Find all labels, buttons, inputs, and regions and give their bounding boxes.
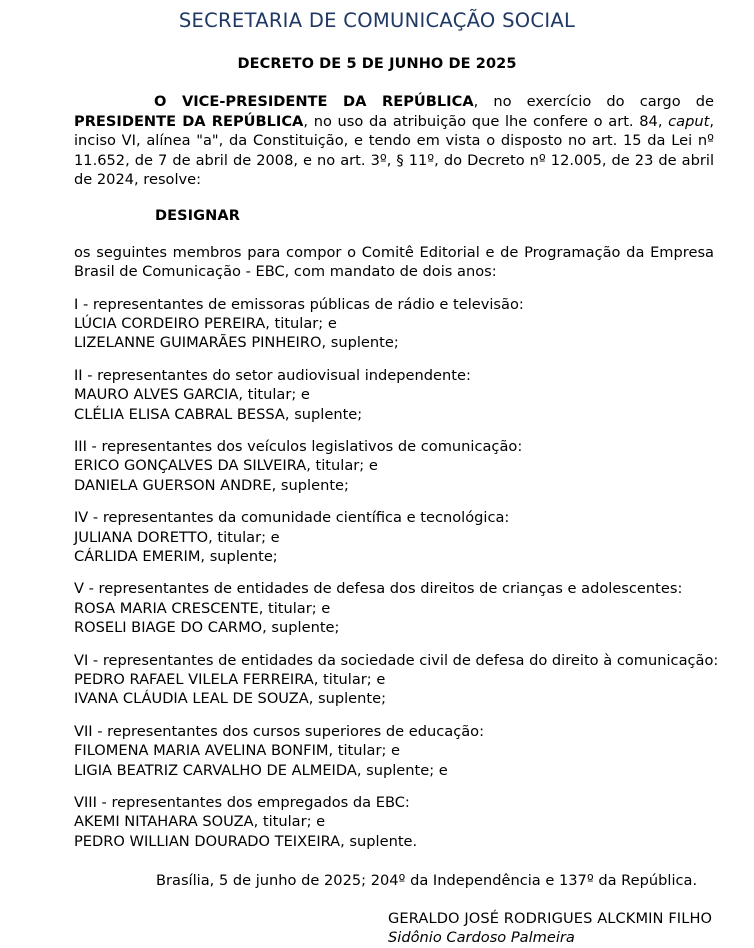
preamble-latin-term: caput: [668, 112, 710, 130]
member-line: ERICO GONÇALVES DA SILVEIRA, titular; e: [74, 457, 378, 475]
group-heading: V - representantes de entidades de defesa dos direitos de crianças e adolescentes:: [74, 580, 683, 598]
signatory-name-secondary: Sidônio Cardoso Palmeira: [388, 929, 575, 947]
preamble-text-3: , inciso VI, alínea "a", da Constituição, e tendo em vista o disposto no art. 15 da Lei nº 11.652, de 7 de abril de 2008, e no art. 3º, § 11º, do Decreto nº 12.005, de 23 de abril de 2024, resolve:: [74, 112, 714, 188]
group-heading: II - representantes do setor audiovisual independente:: [74, 366, 471, 384]
signatory-name: GERALDO JOSÉ RODRIGUES ALCKMIN FILHO: [388, 909, 713, 927]
intro-paragraph: os seguintes membros para compor o Comitê Editorial e de Programação da Empresa Brasil de Comunicação - EBC, com mandato de dois anos:: [74, 243, 714, 280]
member-line: CLÉLIA ELISA CABRAL BESSA, suplente;: [74, 405, 363, 423]
member-line: ROSELI BIAGE DO CARMO, suplente;: [74, 619, 340, 637]
group-heading: I - representantes de emissoras públicas de rádio e televisão:: [74, 295, 524, 313]
member-line: ROSA MARIA CRESCENTE, titular; e: [74, 599, 331, 617]
member-line: DANIELA GUERSON ANDRE, suplente;: [74, 476, 349, 494]
signature-block: [74, 891, 734, 948]
member-line: LIZELANNE GUIMARÃES PINHEIRO, suplente;: [74, 334, 399, 352]
preamble-authority-secondary: PRESIDENTE DA REPÚBLICA: [74, 112, 304, 130]
group-block: [74, 638, 734, 709]
member-line: MAURO ALVES GARCIA, titular; e: [74, 386, 310, 404]
group-heading: III - representantes dos veículos legislativos de comunicação:: [74, 437, 523, 455]
member-line: PEDRO WILLIAN DOURADO TEIXEIRA, suplente.: [74, 832, 418, 850]
member-line: IVANA CLÁUDIA LEAL DE SOUZA, suplente;: [74, 690, 387, 708]
member-line: CÁRLIDA EMERIM, suplente;: [74, 547, 278, 565]
preamble-text-2: , no uso da atribuição que lhe confere o art. 84,: [303, 112, 669, 130]
preamble-text-1: , no exercício do cargo de: [473, 93, 714, 110]
closing-line: Brasília, 5 de junho de 2025; 204º da Independência e 137º da República.: [156, 872, 698, 890]
group-block: [74, 780, 734, 851]
group-block: [74, 282, 734, 353]
group-heading: IV - representantes da comunidade científica e tecnológica:: [74, 509, 510, 527]
group-block: [74, 353, 734, 424]
preamble-paragraph: [74, 72, 734, 190]
organ-title: SECRETARIA DE COMUNICAÇÃO SOCIAL: [178, 9, 576, 32]
member-line: AKEMI NITAHARA SOUZA, titular; e: [74, 813, 326, 831]
decree-heading: DECRETO DE 5 DE JUNHO DE 2025: [237, 56, 517, 72]
group-block: [74, 424, 734, 495]
member-line: LIGIA BEATRIZ CARVALHO DE ALMEIDA, suplente; e: [74, 761, 448, 779]
group-heading: VII - representantes dos cursos superiores de educação:: [74, 722, 485, 740]
group-heading: VIII - representantes dos empregados da EBC:: [74, 794, 410, 812]
member-line: FILOMENA MARIA AVELINA BONFIM, titular; e: [74, 742, 401, 760]
preamble-authority-primary: O VICE-PRESIDENTE DA REPÚBLICA: [154, 93, 474, 110]
member-line: LÚCIA CORDEIRO PEREIRA, titular; e: [74, 314, 337, 332]
group-block: [74, 709, 734, 780]
group-heading: VI - representantes de entidades da sociedade civil de defesa do direito à comunicação:: [74, 651, 719, 669]
action-word: DESIGNAR: [155, 207, 241, 224]
member-line: PEDRO RAFAEL VILELA FERREIRA, titular; e: [74, 671, 386, 688]
group-block: [74, 566, 734, 637]
group-block: [74, 495, 734, 566]
member-line: JULIANA DORETTO, titular; e: [74, 528, 280, 546]
